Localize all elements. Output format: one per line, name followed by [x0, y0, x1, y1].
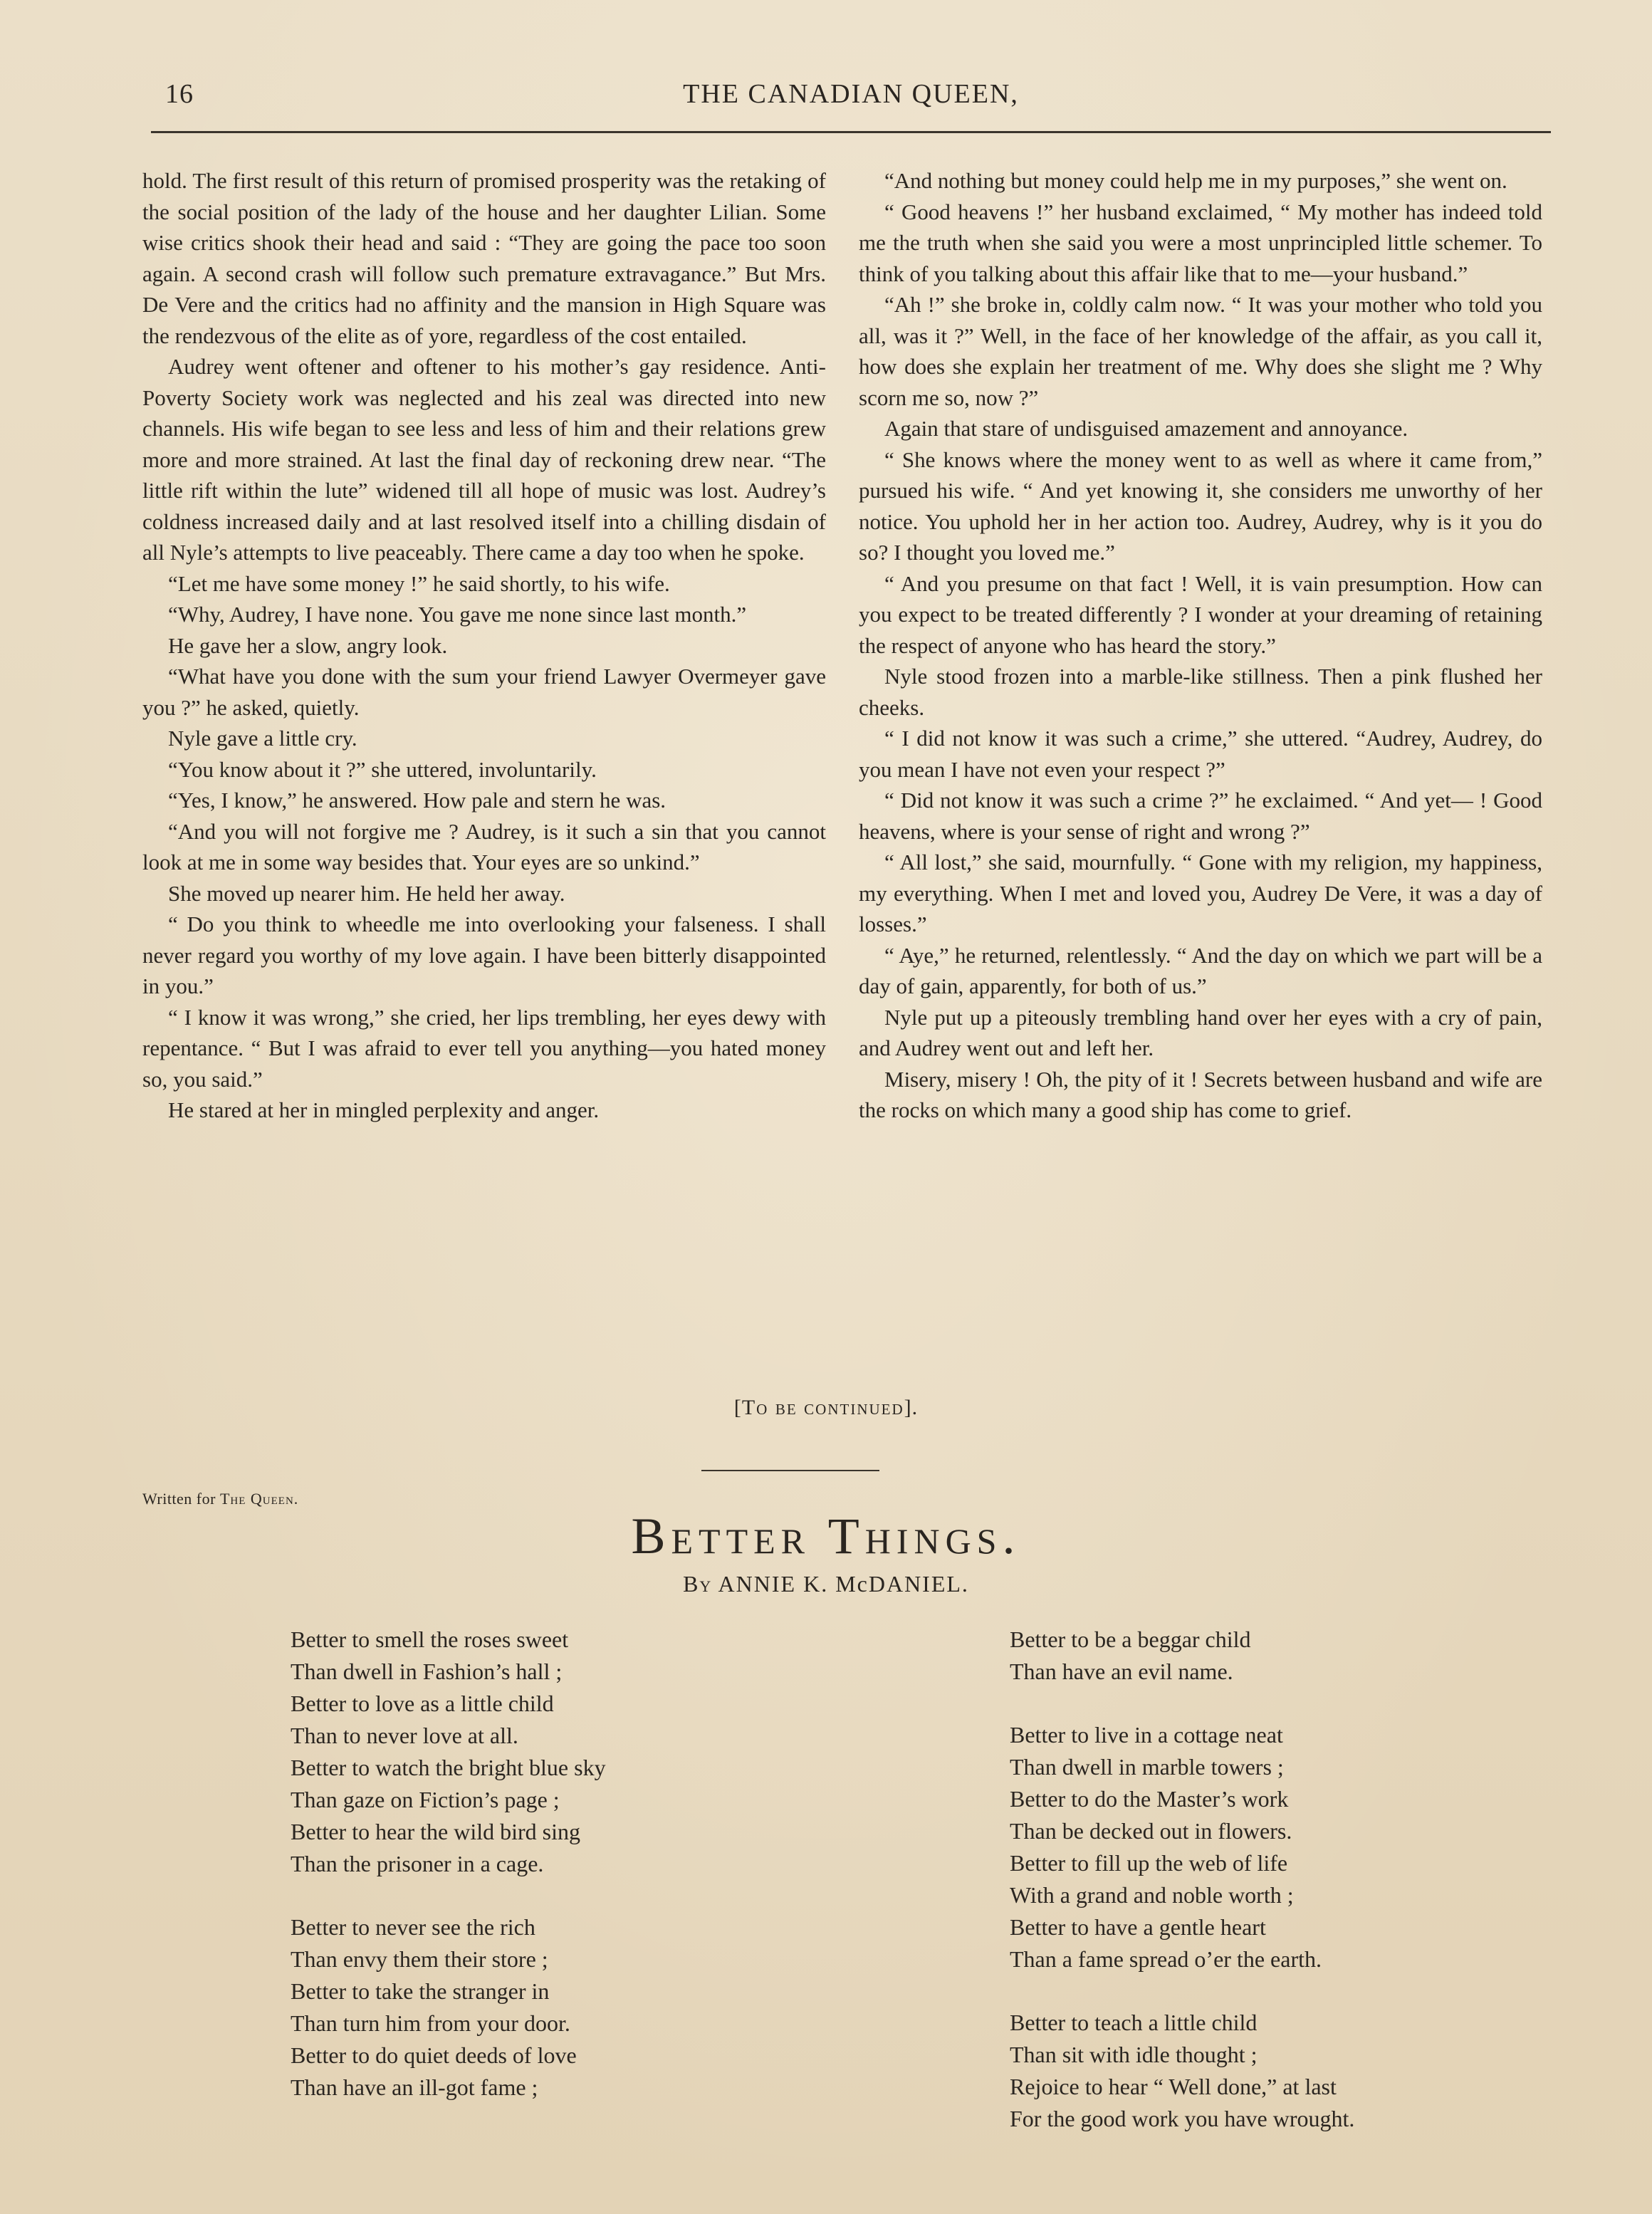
story-paragraph: “ She knows where the money went to as well as where it came from,” pursued his wife. “ And yet knowing it, she considers me unworthy of her notice. You uphold her in her action too. Audrey, Audrey, why is it you do so? I thought you loved me.” — [859, 447, 1542, 565]
header-rule — [151, 131, 1551, 133]
poem-line: Better to hear the wild bird sing — [291, 1819, 581, 1844]
story-paragraph: She moved up nearer him. He held her away. — [168, 880, 565, 906]
continued-close: ]. — [904, 1396, 919, 1419]
story-paragraph: He stared at her in mingled perplexity and anger. — [168, 1097, 600, 1122]
poem-line: Than a fame spread o’er the earth. — [1010, 1946, 1322, 1972]
poem-author — [0, 1571, 1652, 1597]
story-paragraph: “ I know it was wrong,” she cried, her lips trembling, her eyes dewy with repentance. “ But I was afraid to ever tell you anything—you hated money so, you said.” — [142, 1004, 826, 1092]
poem-line: Better to fill up the web of life — [1010, 1850, 1288, 1876]
story-paragraph: “Ah !” she broke in, coldly calm now. “ It was your mother who told you all, was it ?” Well, in the face of her knowledge of the affair, as you call it, how does she explain her treatment of me. Why does she slight me ? Why scorn me so, now ?” — [859, 292, 1542, 410]
story-paragraph: “And you will not forgive me ? Audrey, is it such a sin that you cannot look at me in some way besides that. Your eyes are so unkind.” — [142, 818, 826, 874]
poem-stanza — [1010, 1624, 1508, 1688]
poem-stanza — [1010, 1719, 1508, 1975]
credit-publication: The Queen. — [219, 1490, 299, 1508]
poem-line: Than to never love at all. — [291, 1723, 518, 1748]
page-header — [151, 71, 1551, 114]
story-paragraph: “ Do you think to wheedle me into overlooking your falseness. I shall never regard you worthy of my love again. I have been bitterly disappointed in you.” — [142, 912, 826, 998]
poem-line: Than turn him from your door. — [291, 2010, 570, 2036]
story-right-column — [859, 165, 1542, 1126]
story-paragraph: He gave her a slow, angry look. — [168, 632, 448, 658]
story-paragraph: “You know about it ?” she uttered, involuntarily. — [168, 756, 597, 782]
story-paragraph: “ All lost,” she said, mournfully. “ Gone with my religion, my happiness, my everything. When I met and loved you, Audrey De Vere, it was a day of losses.” — [859, 850, 1542, 936]
poem-line: Better to live in a cottage neat — [1010, 1722, 1283, 1748]
story-left-column — [142, 165, 826, 1126]
section-divider — [701, 1470, 879, 1471]
story-paragraph: hold. The first result of this return of promised prosperity was the retaking of the social position of the lady of the house and her daughter Lilian. Some wise critics shook their head and said : “They are going the pace too soon again. A second crash will follow such premature extravagance.” But Mrs. De Vere and the critics had no affinity and the mansion in High Square was the rendezvous of the elite as of yore, regardless of the cost entailed. — [142, 168, 826, 348]
page-number: 16 — [165, 79, 194, 109]
poem-stanza — [291, 1911, 789, 2104]
poem-author-by: By — [683, 1571, 713, 1597]
continued-label: To be continued — [741, 1396, 904, 1419]
poem-left-column — [291, 1624, 789, 2135]
story-paragraph: “Yes, I know,” he answered. How pale and stern he was. — [168, 788, 666, 813]
poem-line: Than sit with idle thought ; — [1010, 2042, 1258, 2067]
poem-line: Better to have a gentle heart — [1010, 1914, 1266, 1940]
story-paragraph: “ Aye,” he returned, relentlessly. “ And the day on which we part will be a day of gain, apparently, for both of us.” — [859, 942, 1542, 998]
story-paragraph: Audrey went oftener and oftener to his mother’s gay residence. Anti-Poverty Society work was neglected and his zeal was directed into new channels. His wife began to see less and less of him and their relations grew more and more strained. At last the final day of reckoning drew near. “The little rift within the lute” widened till all hope of music was lost. Audrey’s coldness increased daily and at last resolved itself into a chilling disdain of all Nyle’s attempts to live peaceably. There came a day too when he spoke. — [142, 354, 826, 565]
to-be-continued — [0, 1396, 1652, 1420]
poem-line: Than the prisoner in a cage. — [291, 1851, 544, 1876]
poem-line: With a grand and noble worth ; — [1010, 1882, 1294, 1908]
story-paragraph: “ Good heavens !” her husband exclaimed, “ My mother has indeed told me the truth when she said you were a most unprincipled little schemer. To think of you talking about this affair like that to me—your husband.” — [859, 199, 1542, 286]
poem-line: Than envy them their store ; — [291, 1946, 548, 1972]
story-paragraph: Misery, misery ! Oh, the pity of it ! Secrets between husband and wife are the rocks on which many a good ship has come to grief. — [859, 1066, 1542, 1122]
story-paragraph: “ And you presume on that fact ! Well, it is vain presumption. How can you expect to be treated differently ? I wonder at your dreaming of retaining the respect of anyone who has heard the story.” — [859, 570, 1542, 658]
story-paragraph: Again that stare of undisguised amazement and annoyance. — [884, 416, 1408, 441]
story-paragraph: “Let me have some money !” he said shortly, to his wife. — [168, 570, 670, 596]
story-paragraph: “What have you done with the sum your friend Lawyer Overmeyer gave you ?” he asked, quietly. — [142, 664, 826, 720]
story-paragraph: Nyle stood frozen into a marble-like stillness. Then a pink flushed her cheeks. — [859, 664, 1542, 720]
story-paragraph: “ Did not know it was such a crime ?” he exclaimed. “ And yet— ! Good heavens, where is your sense of right and wrong ?” — [859, 788, 1542, 844]
poem-line: Than dwell in marble towers ; — [1010, 1754, 1284, 1780]
story-paragraph: “And nothing but money could help me in my purposes,” she went on. — [884, 168, 1507, 193]
poem-line: Better to be a beggar child — [1010, 1626, 1251, 1652]
poem-stanza — [1010, 2007, 1508, 2135]
poem-right-column — [1010, 1624, 1508, 2166]
poem-line: Better to teach a little child — [1010, 2010, 1258, 2035]
poem-line: Than have an ill-got fame ; — [291, 2074, 538, 2100]
poem-stanza — [291, 1624, 789, 1880]
poem-line: Better to never see the rich — [291, 1914, 535, 1940]
poem-credit — [142, 1490, 298, 1508]
poem-line: Than dwell in Fashion’s hall ; — [291, 1659, 563, 1684]
running-head: THE CANADIAN QUEEN, — [683, 79, 1019, 109]
poem-line: Than have an evil name. — [1010, 1659, 1233, 1684]
story-paragraph: Nyle gave a little cry. — [168, 726, 357, 751]
poem-line: Than gaze on Fiction’s page ; — [291, 1787, 560, 1812]
poem-author-name: ANNIE K. McDANIEL. — [718, 1571, 969, 1597]
continued-open: [ — [733, 1396, 742, 1419]
poem-line: Rejoice to hear “ Well done,” at last — [1010, 2074, 1337, 2099]
story-columns — [142, 165, 1549, 1390]
poem-line: Better to do the Master’s work — [1010, 1786, 1289, 1812]
poem-line: Better to watch the bright blue sky — [291, 1755, 606, 1780]
poem-title: Better Things. — [631, 1508, 1021, 1565]
poem-line: Better to do quiet deeds of love — [291, 2042, 577, 2068]
poem-line: Than be decked out in flowers. — [1010, 1818, 1292, 1844]
story-paragraph: “Why, Audrey, I have none. You gave me none since last month.” — [168, 602, 747, 627]
poem-line: Better to smell the roses sweet — [291, 1626, 569, 1652]
poem-line: Better to love as a little child — [291, 1691, 554, 1716]
poem-line: Better to take the stranger in — [291, 1978, 550, 2004]
story-paragraph: Nyle put up a piteously trembling hand over her eyes with a cry of pain, and Audrey went out and left her. — [859, 1004, 1542, 1060]
story-paragraph: “ I did not know it was such a crime,” she uttered. “Audrey, Audrey, do you mean I have not even your respect ?” — [859, 726, 1542, 782]
poem-line: For the good work you have wrought. — [1010, 2106, 1355, 2131]
credit-prefix: Written for — [142, 1490, 220, 1508]
